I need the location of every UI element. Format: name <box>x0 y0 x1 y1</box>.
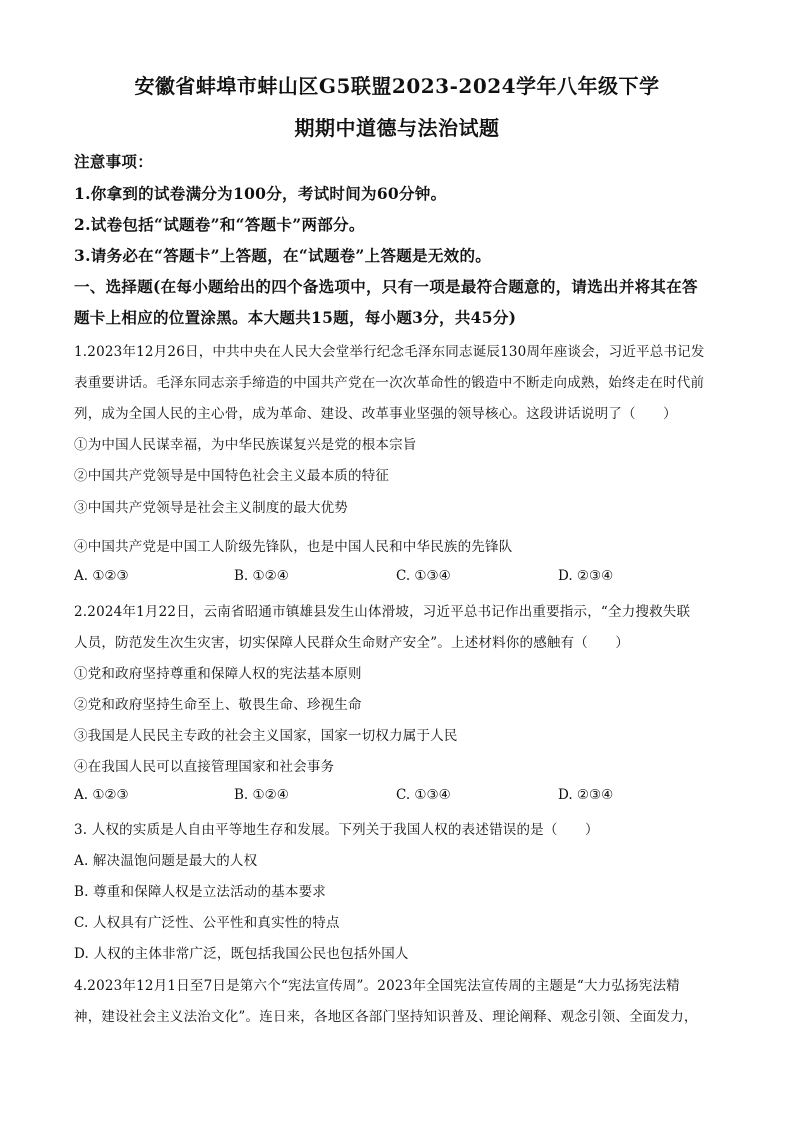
question-1-statement: ②中国共产党领导是中国特色社会主义最本质的特征 <box>74 468 390 484</box>
section-heading: 题卡上相应的位置涂黑。本大题共15题，每小题3分，共45分) <box>74 308 517 327</box>
question-1-option-b[interactable]: B. ①②④ <box>234 568 289 584</box>
question-3-option-a[interactable]: A. 解决温饱问题是最大的人权 <box>74 853 258 869</box>
question-1-stem: 表重要讲话。毛泽东同志亲手缔造的中国共产党在一次次革命性的锻造中不断走向成熟，始终走在时代前 <box>74 375 705 391</box>
exam-title-line-2: 期期中道德与法治试题 <box>294 116 500 140</box>
exam-title-line-1: 安徽省蚌埠市蚌山区G5联盟2023-2024学年八年级下学 <box>134 74 660 98</box>
notice-item: 3.请务必在“答题卡”上答题，在“试题卷”上答题是无效的。 <box>74 246 492 265</box>
question-4-stem: 4.2023年12月1日至7日是第六个“宪法宣传周”。2023年全国宪法宣传周的主题是“大力弘扬宪法精 <box>74 978 680 994</box>
question-3-option-b[interactable]: B. 尊重和保障人权是立法活动的基本要求 <box>74 884 327 900</box>
notice-item: 1.你拿到的试卷满分为100分，考试时间为60分钟。 <box>74 184 447 203</box>
question-1-stem: 1.2023年12月26日，中共中央在人民大会堂举行纪念毛泽东同志诞辰130周年座谈会，习近平总书记发 <box>74 344 705 360</box>
question-3-option-c[interactable]: C. 人权具有广泛性、公平性和真实性的特点 <box>74 915 340 931</box>
question-1-option-c[interactable]: C. ①③④ <box>396 568 451 584</box>
question-3-option-d[interactable]: D. 人权的主体非常广泛，既包括我国公民也包括外国人 <box>74 946 409 962</box>
question-2-statement: ②党和政府坚持生命至上、敬畏生命、珍视生命 <box>74 697 362 713</box>
question-4-stem: 神，建设社会主义法治文化”。连日来，各地区各部门坚持知识普及、理论阐释、观念引领、全面发力， <box>74 1009 698 1025</box>
question-1-stem: 列，成为全国人民的主心骨，成为革命、建设、改革事业坚强的领导核心。这段讲话说明了（ ） <box>74 406 677 422</box>
section-heading: 一、选择题(在每小题给出的四个备选项中，只有一项是最符合题意的，请选出并将其在答 <box>74 277 698 296</box>
question-2-option-a[interactable]: A. ①②③ <box>74 787 129 803</box>
question-2-stem: 2.2024年1月22日，云南省昭通市镇雄县发生山体滑坡，习近平总书记作出重要指示，“全力搜救失联 <box>74 604 691 620</box>
notice-heading: 注意事项： <box>74 152 154 171</box>
question-2-stem: 人员，防范发生次生灾害，切实保障人民群众生命财产安全”。上述材料你的感触有（ ） <box>74 635 630 651</box>
question-2-option-d[interactable]: D. ②③④ <box>558 787 614 803</box>
question-2-statement: ④在我国人民可以直接管理国家和社会事务 <box>74 759 335 775</box>
question-1-statement: ④中国共产党是中国工人阶级先锋队，也是中国人民和中华民族的先锋队 <box>74 539 513 555</box>
question-3-stem: 3. 人权的实质是人自由平等地生存和发展。下列关于我国人权的表述错误的是（ ） <box>74 822 599 838</box>
question-2-statement: ①党和政府坚持尊重和保障人权的宪法基本原则 <box>74 666 362 682</box>
question-2-option-b[interactable]: B. ①②④ <box>234 787 289 803</box>
question-2-statement: ③我国是人民民主专政的社会主义国家，国家一切权力属于人民 <box>74 728 458 744</box>
question-1-option-d[interactable]: D. ②③④ <box>558 568 614 584</box>
question-1-statement: ①为中国人民谋幸福，为中华民族谋复兴是党的根本宗旨 <box>74 437 417 453</box>
question-2-option-c[interactable]: C. ①③④ <box>396 787 451 803</box>
question-1-option-a[interactable]: A. ①②③ <box>74 568 129 584</box>
question-1-statement: ③中国共产党领导是社会主义制度的最大优势 <box>74 500 348 516</box>
notice-item: 2.试卷包括“试题卷”和“答题卡”两部分。 <box>74 215 365 234</box>
